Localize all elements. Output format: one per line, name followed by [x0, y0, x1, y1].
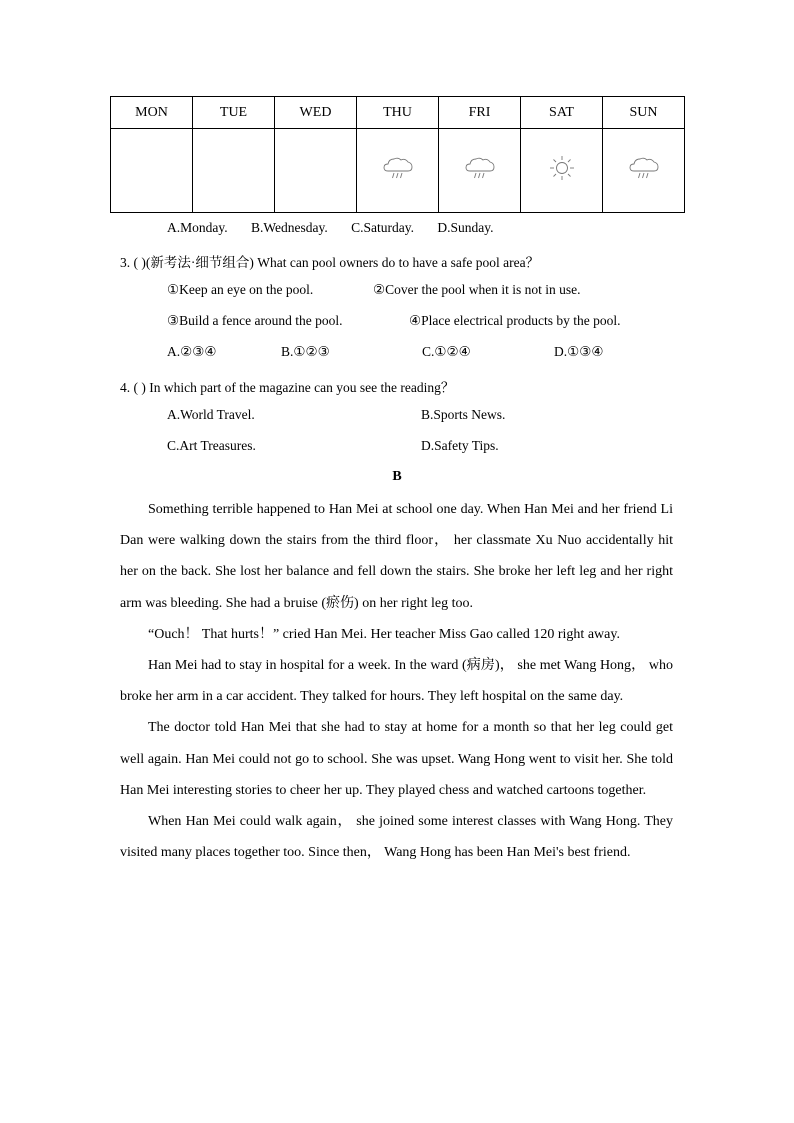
- q2-options: [167, 220, 494, 236]
- q3-statement: ③Build a fence around the pool.: [167, 313, 343, 328]
- option: B.Wednesday.: [251, 220, 328, 235]
- day-header: FRI: [439, 97, 521, 129]
- weather-icon-row: [111, 129, 685, 213]
- section-heading: B: [392, 469, 402, 484]
- option: B.①②③: [281, 344, 330, 359]
- weather-cell-empty: [111, 129, 193, 213]
- weather-cell: [521, 129, 603, 213]
- paragraph: “Ouch！ That hurts！” cried Han Mei. Her teacher Miss Gao called 120 right away.: [148, 626, 620, 642]
- paragraph: Han Mei had to stay in hospital for a week. In the ward (病房)， she met Wang Hong， who broke her arm in a car accident. They talked for hours. They left hospital on the same day.: [120, 658, 673, 705]
- option: C.Art Treasures.: [167, 438, 256, 453]
- day-header: THU: [357, 97, 439, 129]
- option: C.①②④: [422, 344, 471, 359]
- weather-table: [110, 96, 685, 213]
- rain-cloud-icon: [463, 154, 497, 182]
- question-3-stem: 3. ( )(新考法·细节组合) What can pool owners do to have a safe pool area？: [120, 255, 540, 270]
- option: D.Sunday.: [437, 220, 494, 235]
- day-header: SUN: [603, 97, 685, 129]
- paragraph: The doctor told Han Mei that she had to stay at home for a month so that her leg could get well again. Han Mei could not go to school. She was upset. Wang Hong went to visit her. She told Han Mei interesting stories to cheer her up. They played chess and watched cartoons together.: [120, 720, 673, 798]
- option: C.Saturday.: [351, 220, 415, 235]
- day-header: SAT: [521, 97, 603, 129]
- day-header: WED: [275, 97, 357, 129]
- option: D.Safety Tips.: [421, 438, 499, 453]
- weather-cell: [603, 129, 685, 213]
- weather-header-row: [111, 97, 685, 129]
- q3-statement: ④Place electrical products by the pool.: [409, 313, 621, 328]
- q3-statement: ②Cover the pool when it is not in use.: [373, 282, 581, 297]
- option: A.②③④: [167, 344, 217, 359]
- reading-passage: [120, 494, 673, 868]
- option: A.Monday.: [167, 220, 228, 235]
- paragraph: When Han Mei could walk again， she joined some interest classes with Wang Hong. They visited many places together too. Since then， Wang Hong has been Han Mei's best friend.: [120, 814, 673, 861]
- weather-cell-empty: [193, 129, 275, 213]
- option: A.World Travel.: [167, 407, 255, 422]
- rain-cloud-icon: [381, 154, 415, 182]
- q3-statement: ①Keep an eye on the pool.: [167, 282, 314, 297]
- weather-cell: [357, 129, 439, 213]
- question-4-stem: 4. ( ) In which part of the magazine can you see the reading？: [120, 380, 455, 395]
- sun-icon: [545, 154, 579, 182]
- paragraph: Something terrible happened to Han Mei at school one day. When Han Mei and her friend Li Dan were walking down the stairs from the third floor， her classmate Xu Nuo accidentally hit her on the back. She lost her balance and fell down the stairs. She broke her left leg and her right arm was bleeding. She had a bruise (瘀伤) on her right leg too.: [120, 502, 673, 611]
- day-header: MON: [111, 97, 193, 129]
- option: B.Sports News.: [421, 407, 506, 422]
- rain-cloud-icon: [627, 154, 661, 182]
- weather-cell-empty: [275, 129, 357, 213]
- weather-cell: [439, 129, 521, 213]
- option: D.①③④: [554, 344, 604, 359]
- day-header: TUE: [193, 97, 275, 129]
